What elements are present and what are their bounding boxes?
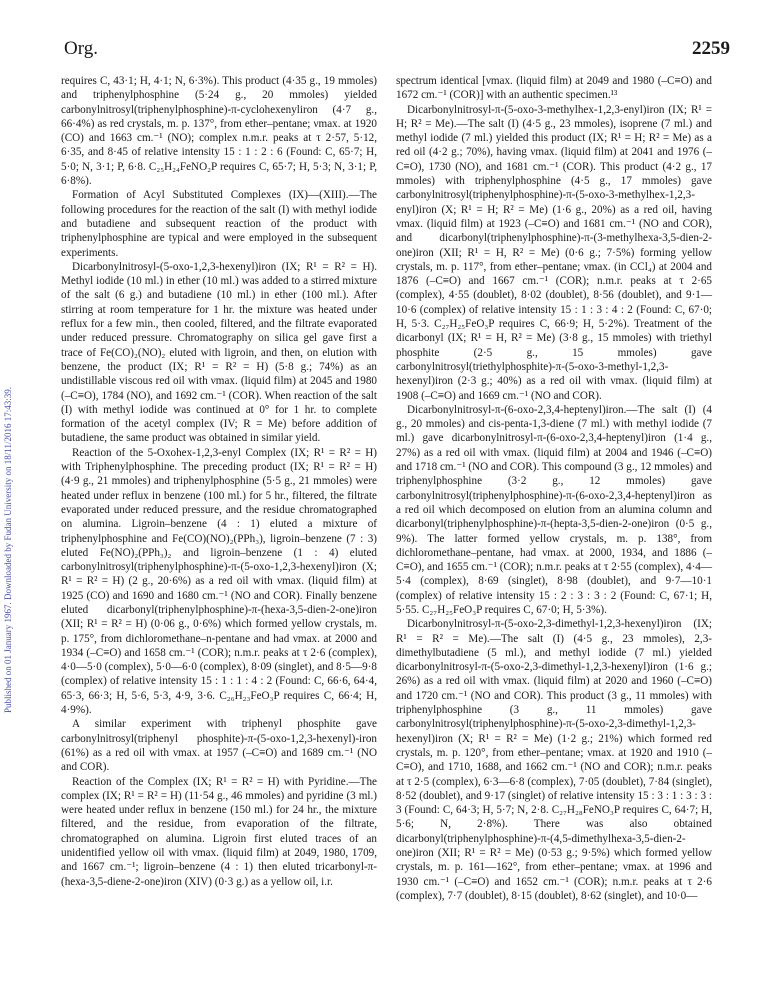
paragraph: A similar experiment with triphenyl phosphite gave carbonylnitrosyl(triphenyl phosphite)-π-(5-oxo-1,2,3-hexenyl)-iron (61%) as a red oil with νmax. at 1957 (–C≡O) and 1689 cm.⁻¹ (NO and COR). bbox=[61, 718, 377, 774]
paragraph: Formation of Acyl Substituted Complexes (IX)—(XIII).—The following procedures for the reaction of the salt (I) with methyl iodide and butadiene and subsequent reaction of the product with triphenylphosphine are typical and were employed in the subsequent experiments. bbox=[61, 189, 377, 259]
page-header bbox=[64, 38, 730, 64]
left-column bbox=[61, 74, 377, 889]
paragraph: Reaction of the Complex (IX; R¹ = R² = H) with Pyridine.—The complex (IX; R¹ = R² = H) (11·54 g., 46 mmoles) and pyridine (3 ml.) were heated under reflux in benzene (150 ml.) for 24 hr., the mixture filtered, and the residue, from evaporation of the filtrate, chromatographed on alumina. Ligroin first eluted traces of an unidentified yellow oil with νmax. (liquid film) at 2049, 1980, 1709, and 1667 cm.⁻¹; ligroin–benzene (4 : 1) then eluted tricarbonyl-π-(hexa-3,5-diene-2-one)iron (XIV) (0·3 g.) as a yellow oil, i.r. bbox=[61, 775, 377, 888]
paragraph: Dicarbonylnitrosyl-(5-oxo-1,2,3-hexenyl)iron (IX; R¹ = R² = H). Methyl iodide (10 ml.) in ether (10 ml.) was added to a stirred mixture of the salt (6 g.) and butadiene (10 ml.) in ether (100 ml.). After stirring at room temperature for 1 hr. the mixture was heated under reflux for a few min., then cooled, filtered, and the filtrate evaporated under reduced pressure. Chromatography on silica gel gave first a trace of Fe(CO)₂(NO)₂ eluted with ligroin, and then, on elution with benzene, the product (IX; R¹ = R² = H) (5·8 g.; 74%) as an undistillable viscous red oil with νmax. (liquid film) at 2045 and 1980 (–C≡O), 1784 (NO), and 1692 cm.⁻¹ (COR). When reaction of the salt (I) with methyl iodide was continued at 0° for 1 hr. to complete formation of the acetyl complex (IV; R = Me) before addition of butadiene, the same product was obtained in similar yield. bbox=[61, 260, 377, 445]
paragraph: Dicarbonylnitrosyl-π-(6-oxo-2,3,4-heptenyl)iron.—The salt (I) (4 g., 20 mmoles) and cis-penta-1,3-diene (7 ml.) with methyl iodide (7 ml.) gave dicarbonylnitrosyl-π-(6-oxo-2,3,4-heptenyl)iron (1·4 g., 27%) as a red oil with νmax. (liquid film) at 2004 and 1946 (–C≡O) and 1718 cm.⁻¹ (NO and COR). This compound (3 g., 12 mmoles) and triphenylphosphine (3·2 g., 12 mmoles) gave carbonylnitrosyl(triphenylphosphine)-π-(6-oxo-2,3,4-heptenyl)iron as a red oil which decomposed on elution from an alumina column and dicarbonyl(triphenylphosphine)-π-(hepta-3,5-dien-2-one)iron (0·5 g., 9%). The latter formed yellow crystals, m. p. 138°, from dichloromethane–pentane, had νmax. at 2000, 1934, and 1886 (–C≡O), and 1655 cm.⁻¹ (COR); n.m.r. peaks at τ 2·55 (complex), 4·4—5·4 (complex), 8·69 (singlet), 8·98 (doublet), and 9·7—10·1 (complex) of relative intensity 15 : 2 : 3 : 3 : 2 (Found: C, 67·1; H, 5·55. C₂₇H₂₅FeO₃P requires C, 67·0; H, 5·3%). bbox=[396, 403, 712, 616]
page-number: 2259 bbox=[692, 38, 730, 59]
paragraph: requires C, 43·1; H, 4·1; N, 6·3%). This product (4·35 g., 19 mmoles) and triphenylphosphine (5·24 g., 20 mmoles) yielded carbonylnitrosyl(triphenylphosphine)-π-cyclohexenyliron (4·7 g., 66·4%) as red crystals, m. p. 137°, from ether–pentane; νmax. at 1920 (CO) and 1663 cm.⁻¹ (NO); complex n.m.r. peaks at τ 2·57, 5·12, 6·35, and 8·45 of relative intensity 15 : 1 : 2 : 6 (Found: C, 65·7; H, 5·0; N, 3·1; P, 6·8. C₂₅H₂₄FeNO₂P requires C, 65·7; H, 5·3; N, 3·1; P, 6·8%). bbox=[61, 75, 377, 188]
download-sidenote-text[interactable]: Published on 01 January 1967. Downloaded by Fudan University on 18/11/2016 17:43:39. bbox=[3, 387, 13, 713]
right-column bbox=[396, 74, 712, 903]
paragraph: Reaction of the 5-Oxohex-1,2,3-enyl Complex (IX; R¹ = R² = H) with Triphenylphosphine. The preceding product (IX; R¹ = R² = H) (4·9 g., 21 mmoles) and triphenylphosphine (5·5 g., 21 mmoles) were heated under reflux in benzene (100 ml.) for 5 hr., filtered, the filtrate evaporated under reduced pressure, and the residue chromatographed on alumina. Ligroin–benzene (4 : 1) eluted a mixture of triphenylphosphine and Fe(CO)(NO)₂(PPh₃), ligroin–benzene (7 : 3) eluted Fe(NO)₂(PPh₃)₂ and ligroin–benzene (1 : 4) eluted carbonylnitrosyl(triphenylphosphine)-π-(5-oxo-1,2,3-hexenyl)iron (X; R¹ = R² = H) (2 g., 20·6%) as a red oil with νmax. (liquid film) at 1925 (CO) and 1690 and 1680 cm.⁻¹ (NO and COR). Finally benzene eluted dicarbonyl(triphenylphosphine)-π-(hexa-3,5-dien-2-one)iron (XII; R¹ = R² = H) (0·06 g., 0·6%) which formed yellow crystals, m. p. 175°, from dichloromethane–n-pentane and had νmax. at 2000 and 1934 (–C≡O) and 1658 cm.⁻¹ (COR); n.m.r. peaks at τ 2·6 (complex), 4·0—5·0 (complex), 5·0—6·0 (complex), 8·09 (singlet), and 8·5—9·8 (complex) of relative intensity 15 : 1 : 1 : 4 : 2 (Found: C, 66·6, 64·4, 65·3, 66·3; H, 5·6, 5·3, 4·9, 3·6. C₂₆H₂₃FeO₃P requires C, 66·4; H, 4·9%). bbox=[61, 446, 377, 717]
download-sidenote bbox=[3, 150, 19, 950]
paragraph: Dicarbonylnitrosyl-π-(5-oxo-2,3-dimethyl-1,2,3-hexenyl)iron (IX; R¹ = R² = Me).—The salt (I) (4·5 g., 23 mmoles), 2,3-dimethylbutadiene (5 ml.), and methyl iodide (7 ml.) yielded dicarbonylnitrosyl-π-(5-oxo-2,3-dimethyl-1,2,3-hexenyl)iron (1·6 g.; 26%) as a red oil with νmax. (liquid film) at 2020 and 1960 (–C≡O) and 1720 cm.⁻¹ (NO and COR). This product (3 g., 11 mmoles) with triphenylphosphine (3 g., 11 mmoles) gave carbonylnitrosyl(triphenylphosphine)-π-(5-oxo-2,3-dimethyl-1,2,3-hexenyl)iron (X; R¹ = R² = Me) (1·2 g.; 21%) which formed red crystals, m. p. 120°, from ether–pentane; νmax. at 1920 and 1910 (–C≡O), and 1710, 1688, and 1662 cm.⁻¹ (NO and COR); n.m.r. peaks at τ 2·5 (complex), 6·3—6·8 (complex), 7·05 (doublet), 7·84 (singlet), 8·52 (doublet), and 9·17 (singlet) of relative intensity 15 : 3 : 1 : 3 : 3 : 3 (Found: C, 64·3; H, 5·7; N, 2·8. C₂₇H₂₈FeNO₃P requires C, 64·7; H, 5·6; N, 2·8%). There was also obtained dicarbonyl(triphenylphosphine)-π-(4,5-dimethylhexa-3,5-dien-2-one)iron (XII; R¹ = R² = Me) (0·53 g.; 9·5%) which formed yellow crystals, m. p. 161—162°, from ether–pentane; νmax. at 1996 and 1930 cm.⁻¹ (–C≡O) and 1652 cm.⁻¹ (COR); n.m.r. peaks at τ 2·6 (complex), 7·7 (doublet), 8·15 (doublet), 8·62 (singlet), and 10·0— bbox=[396, 618, 712, 902]
journal-name: Org. bbox=[64, 38, 98, 59]
paragraph: Dicarbonylnitrosyl-π-(5-oxo-3-methylhex-1,2,3-enyl)iron (IX; R¹ = H; R² = Me).—The salt (I) (4·5 g., 23 mmoles), isoprene (7 ml.) and methyl iodide (7 ml.) yielded this product (IX; R¹ = H; R² = Me) as a red oil (4·2 g.; 70%), having νmax. (liquid film) at 2041 and 1976 (–C≡O), 1730 (NO), and 1681 cm.⁻¹ (COR). This product (4·2 g., 17 mmoles) with triphenylphosphine (4·5 g., 17 mmoles) gave carbonylnitrosyl(triphenylphosphine)-π-(5-oxo-3-methylhex-1,2,3-enyl)iron (X; R¹ = H; R² = Me) (1·6 g., 20%) as a red oil, having νmax. (liquid film) at 1923 (–C≡O) and 1681 cm.⁻¹ (NO and COR), and dicarbonyl(triphenylphosphine)-π-(3-methylhexa-3,5-dien-2-one)iron (XII; R¹ = H, R² = Me) (0·6 g.; 7·5%) forming yellow crystals, m. p. 117°, from ether–pentane; νmax. (in CCl₄) at 2004 and 1876 (–C≡O) and 1667 cm.⁻¹ (COR); n.m.r. peaks at τ 2·65 (complex), 4·55 (doublet), 8·02 (doublet), 8·56 (doublet), and 9·1—10·6 (complex) of relative intensity 15 : 1 : 3 : 4 : 2 (Found: C, 67·0; H, 5·3. C₂₇H₂₅FeO₃P requires C, 66·9; H, 5·2%). Treatment of the dicarbonyl (IX; R¹ = H, R² = Me) (3·8 g., 15 mmoles) with triethyl phosphite (2·5 g., 15 mmoles) gave carbonylnitrosyl(triethylphosphite)-π-(5-oxo-3-methyl-1,2,3-hexenyl)iron (2·3 g.; 40%) as a red oil with νmax. (liquid film) at 1908 (–C≡O) and 1669 cm.⁻¹ (NO and COR). bbox=[396, 103, 712, 402]
paragraph: spectrum identical [νmax. (liquid film) at 2049 and 1980 (–C≡O) and 1672 cm.⁻¹ (COR)] with an authentic specimen.¹³ bbox=[396, 75, 712, 102]
